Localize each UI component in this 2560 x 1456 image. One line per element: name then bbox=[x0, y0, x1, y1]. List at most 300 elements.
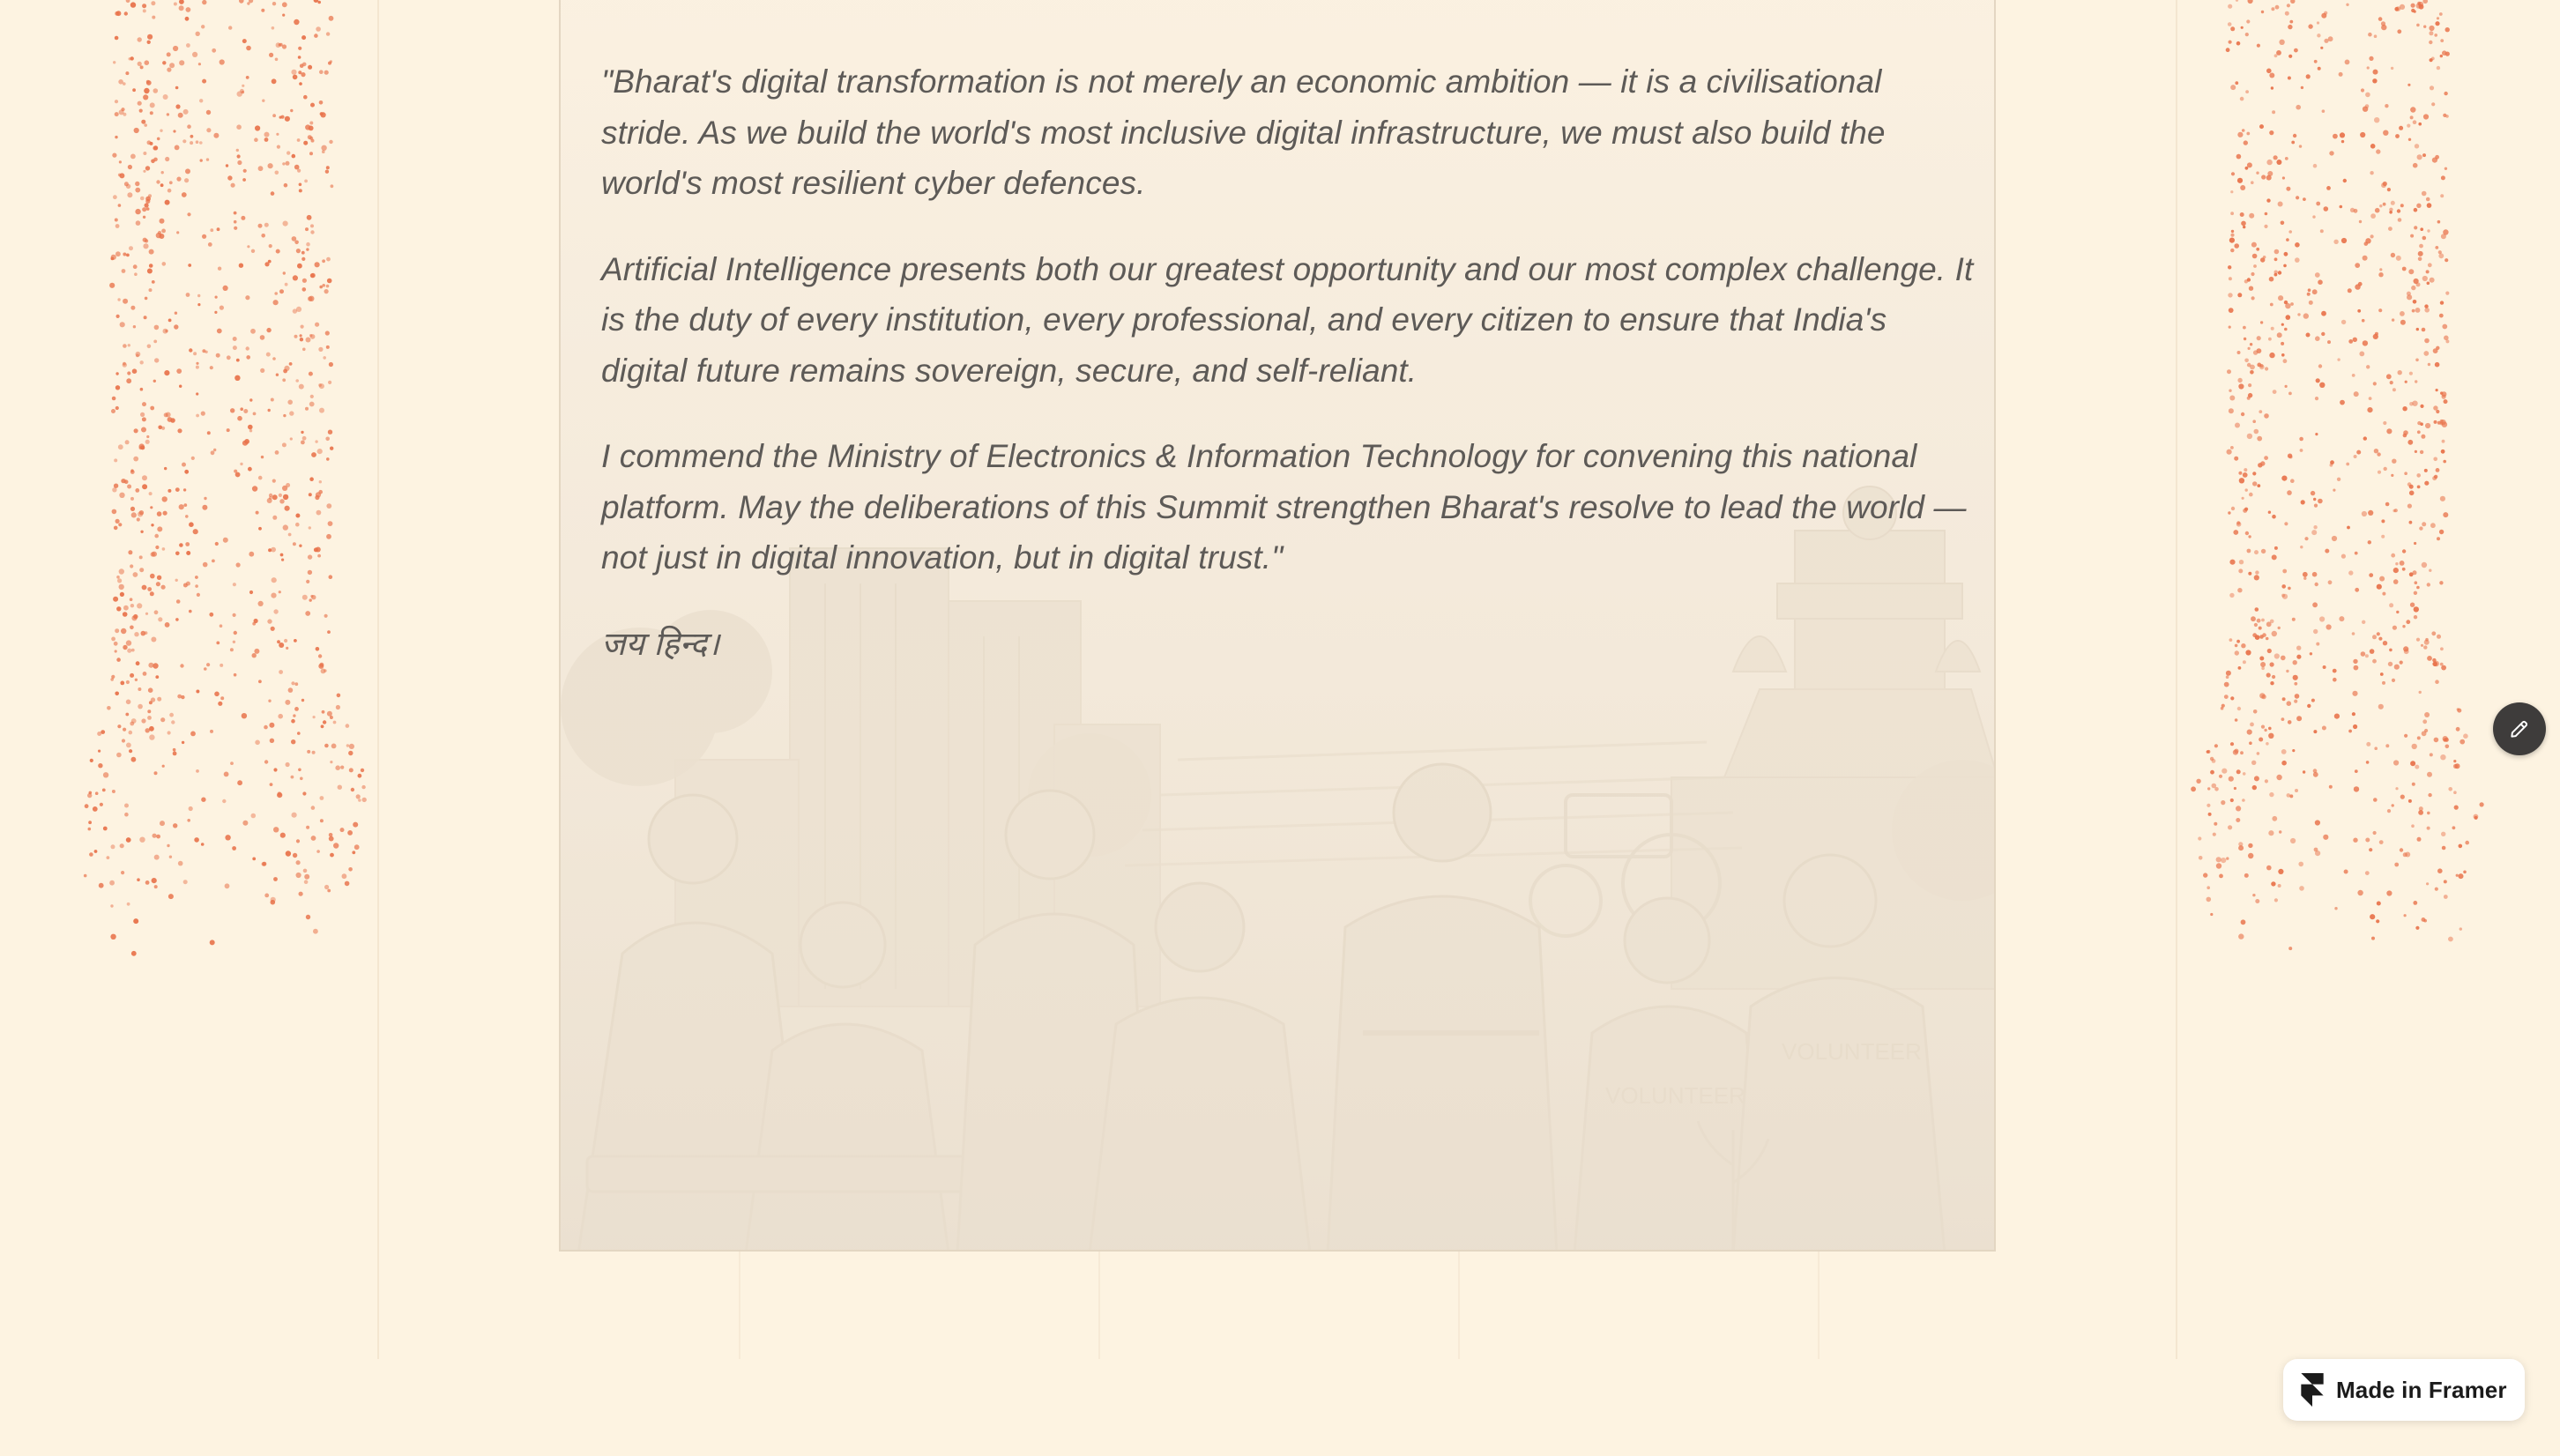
speckle-dot bbox=[234, 220, 237, 224]
speckle-dot bbox=[205, 351, 207, 353]
speckle-dot bbox=[2416, 282, 2421, 286]
speckle-dot bbox=[2410, 603, 2415, 607]
speckle-dot bbox=[2268, 727, 2272, 731]
speckle-dot bbox=[154, 771, 158, 775]
speckle-dot bbox=[2250, 343, 2252, 345]
speckle-dot bbox=[2365, 93, 2370, 98]
speckle-dot bbox=[151, 552, 155, 556]
speckle-dot bbox=[2248, 393, 2252, 397]
speckle-dot bbox=[273, 877, 278, 881]
speckle-dot bbox=[2238, 933, 2244, 939]
speckle-dot bbox=[249, 398, 252, 401]
speckle-dot bbox=[165, 622, 170, 628]
speckle-dot bbox=[176, 599, 181, 604]
speckle-dot bbox=[2354, 455, 2357, 458]
speckle-dot bbox=[169, 181, 173, 184]
speckle-dot bbox=[285, 506, 290, 511]
speckle-dot bbox=[167, 68, 171, 72]
speckle-dot bbox=[2411, 286, 2415, 290]
speckle-dot bbox=[2410, 107, 2415, 112]
speckle-dot bbox=[183, 488, 186, 491]
speckle-dot bbox=[302, 595, 308, 600]
speckle-dot bbox=[308, 65, 312, 70]
speckle-dot bbox=[168, 319, 172, 323]
speckle-dot bbox=[128, 550, 132, 554]
speckle-dot bbox=[2409, 485, 2414, 489]
speckle-dot bbox=[2313, 525, 2317, 529]
speckle-dot bbox=[137, 517, 140, 521]
speckle-dot bbox=[281, 559, 284, 561]
speckle-dot bbox=[2288, 392, 2292, 396]
speckle-dot bbox=[2322, 109, 2326, 113]
speckle-dot bbox=[188, 264, 191, 267]
speckle-dot bbox=[175, 312, 177, 315]
speckle-dot bbox=[2453, 791, 2457, 794]
speckle-dot bbox=[178, 113, 183, 118]
speckle-dot bbox=[2437, 17, 2439, 19]
speckle-dot bbox=[310, 334, 316, 339]
speckle-dot bbox=[2259, 693, 2265, 698]
speckle-dot bbox=[146, 80, 150, 84]
speckle-dot bbox=[2441, 175, 2445, 180]
speckle-dot bbox=[2303, 577, 2306, 580]
speckle-dot bbox=[282, 162, 285, 165]
speckle-dot bbox=[183, 583, 188, 588]
speckle-dot bbox=[2288, 230, 2292, 234]
speckle-dot bbox=[146, 435, 149, 438]
speckle-dot bbox=[115, 372, 118, 375]
speckle-dot bbox=[223, 286, 228, 291]
speckle-dot bbox=[243, 169, 247, 173]
speckle-dot bbox=[2430, 753, 2433, 756]
decorative-dots-right bbox=[2188, 0, 2488, 969]
speckle-dot bbox=[2425, 423, 2430, 428]
speckle-dot bbox=[2279, 40, 2284, 45]
speckle-dot bbox=[2359, 220, 2362, 223]
speckle-dot bbox=[2255, 899, 2259, 903]
speckle-dot bbox=[2265, 367, 2268, 370]
speckle-dot bbox=[2393, 579, 2399, 584]
speckle-dot bbox=[311, 595, 316, 599]
speckle-dot bbox=[142, 484, 147, 489]
speckle-dot bbox=[2418, 2, 2423, 7]
speckle-dot bbox=[309, 598, 312, 601]
speckle-dot bbox=[2392, 318, 2394, 321]
speckle-dot bbox=[277, 145, 280, 149]
speckle-dot bbox=[2315, 272, 2320, 278]
speckle-dot bbox=[2352, 691, 2357, 696]
speckle-dot bbox=[2361, 651, 2366, 657]
speckle-dot bbox=[2442, 440, 2445, 443]
speckle-dot bbox=[2251, 272, 2254, 276]
speckle-dot bbox=[2440, 496, 2445, 501]
speckle-dot bbox=[2387, 188, 2391, 191]
speckle-dot bbox=[175, 579, 178, 582]
speckle-dot bbox=[2413, 120, 2417, 124]
speckle-dot bbox=[182, 463, 186, 467]
speckle-dot bbox=[114, 484, 118, 488]
speckle-dot bbox=[301, 431, 303, 434]
speckle-dot bbox=[2459, 873, 2464, 879]
speckle-dot bbox=[268, 409, 271, 412]
speckle-dot bbox=[115, 385, 120, 390]
speckle-dot bbox=[175, 86, 179, 90]
speckle-dot bbox=[2410, 234, 2414, 238]
speckle-dot bbox=[2312, 289, 2318, 294]
speckle-dot bbox=[217, 329, 222, 334]
speckle-dot bbox=[326, 166, 330, 169]
speckle-dot bbox=[131, 951, 137, 956]
speckle-dot bbox=[282, 2, 287, 7]
speckle-dot bbox=[152, 16, 155, 19]
speckle-dot bbox=[210, 940, 215, 945]
speckle-dot bbox=[163, 329, 168, 334]
speckle-dot bbox=[2283, 264, 2287, 268]
speckle-dot bbox=[2282, 569, 2287, 574]
speckle-dot bbox=[2435, 246, 2438, 249]
speckle-dot bbox=[2415, 926, 2419, 930]
speckle-dot bbox=[2427, 583, 2430, 586]
speckle-dot bbox=[2407, 294, 2412, 300]
speckle-dot bbox=[2366, 742, 2370, 747]
speckle-dot bbox=[2370, 234, 2374, 238]
speckle-dot bbox=[2416, 328, 2419, 331]
speckle-dot bbox=[276, 374, 279, 376]
speckle-dot bbox=[220, 624, 223, 628]
speckle-dot bbox=[118, 204, 122, 207]
speckle-dot bbox=[149, 726, 154, 732]
grid-line bbox=[1818, 1252, 1820, 1359]
speckle-dot bbox=[279, 289, 284, 293]
speckle-dot bbox=[2255, 607, 2259, 612]
speckle-dot bbox=[141, 631, 146, 636]
speckle-dot bbox=[2443, 229, 2448, 234]
speckle-dot bbox=[141, 427, 146, 433]
speckle-dot bbox=[2210, 757, 2214, 761]
speckle-dot bbox=[295, 379, 299, 383]
speckle-dot bbox=[284, 183, 288, 188]
speckle-dot bbox=[2279, 830, 2281, 833]
speckle-dot bbox=[321, 669, 326, 674]
speckle-dot bbox=[2308, 24, 2312, 28]
speckle-dot bbox=[328, 521, 333, 526]
speckle-dot bbox=[2320, 47, 2323, 49]
speckle-dot bbox=[2328, 36, 2333, 41]
speckle-dot bbox=[142, 585, 147, 591]
speckle-dot bbox=[2235, 81, 2238, 85]
speckle-dot bbox=[2241, 919, 2246, 925]
speckle-dot bbox=[2341, 320, 2346, 324]
speckle-dot bbox=[2366, 761, 2370, 764]
speckle-dot bbox=[313, 716, 316, 718]
speckle-dot bbox=[251, 813, 257, 819]
speckle-dot bbox=[2248, 843, 2252, 848]
speckle-dot bbox=[313, 929, 318, 934]
speckle-dot bbox=[284, 639, 287, 643]
speckle-dot bbox=[2288, 720, 2292, 724]
speckle-dot bbox=[2319, 616, 2325, 621]
speckle-dot bbox=[2259, 365, 2265, 370]
speckle-dot bbox=[279, 499, 284, 503]
speckle-dot bbox=[220, 664, 223, 667]
speckle-dot bbox=[306, 826, 309, 829]
speckle-dot bbox=[335, 765, 340, 770]
speckle-dot bbox=[2244, 508, 2248, 511]
speckle-dot bbox=[2247, 730, 2252, 735]
speckle-dot bbox=[2321, 332, 2325, 336]
speckle-dot bbox=[237, 91, 242, 96]
speckle-dot bbox=[2393, 509, 2395, 512]
speckle-dot bbox=[2395, 562, 2398, 565]
speckle-dot bbox=[133, 325, 136, 328]
made-in-framer-badge[interactable] bbox=[2283, 1359, 2525, 1421]
speckle-dot bbox=[2383, 641, 2387, 645]
speckle-dot bbox=[307, 215, 312, 220]
edit-button[interactable] bbox=[2493, 702, 2546, 755]
speckle-dot bbox=[296, 839, 300, 843]
speckle-dot bbox=[268, 548, 272, 552]
decorative-dots-left bbox=[72, 0, 372, 969]
speckle-dot bbox=[216, 642, 220, 645]
speckle-dot bbox=[285, 700, 290, 705]
speckle-dot bbox=[2415, 144, 2419, 148]
speckle-dot bbox=[124, 11, 128, 15]
speckle-dot bbox=[2398, 218, 2402, 222]
speckle-dot bbox=[2254, 623, 2258, 627]
speckle-dot bbox=[2419, 806, 2423, 811]
speckle-dot bbox=[300, 63, 304, 68]
speckle-dot bbox=[136, 354, 139, 358]
speckle-dot bbox=[2417, 736, 2421, 739]
speckle-dot bbox=[112, 153, 116, 158]
speckle-dot bbox=[2430, 278, 2435, 283]
speckle-dot bbox=[2365, 654, 2369, 657]
speckle-dot bbox=[2272, 631, 2277, 636]
speckle-dot bbox=[2445, 258, 2448, 262]
speckle-dot bbox=[138, 37, 142, 41]
speckle-dot bbox=[175, 104, 180, 108]
speckle-dot bbox=[329, 575, 333, 579]
speckle-dot bbox=[150, 142, 153, 145]
speckle-dot bbox=[321, 112, 326, 117]
speckle-dot bbox=[239, 0, 244, 4]
speckle-dot bbox=[199, 99, 203, 102]
speckle-dot bbox=[246, 346, 249, 350]
speckle-dot bbox=[2243, 326, 2246, 330]
speckle-dot bbox=[2414, 226, 2417, 229]
speckle-dot bbox=[232, 846, 236, 851]
speckle-dot bbox=[182, 139, 186, 143]
speckle-dot bbox=[146, 207, 150, 211]
speckle-dot bbox=[2441, 449, 2445, 454]
speckle-dot bbox=[2427, 203, 2432, 208]
speckle-dot bbox=[340, 766, 344, 769]
speckle-dot bbox=[306, 915, 310, 919]
speckle-dot bbox=[2292, 618, 2296, 621]
speckle-dot bbox=[135, 679, 138, 681]
speckle-dot bbox=[255, 125, 260, 130]
speckle-dot bbox=[2415, 450, 2417, 453]
speckle-dot bbox=[296, 873, 301, 878]
speckle-dot bbox=[321, 724, 324, 728]
speckle-dot bbox=[234, 673, 237, 677]
speckle-dot bbox=[306, 248, 309, 250]
speckle-dot bbox=[2417, 486, 2421, 489]
speckle-dot bbox=[311, 806, 316, 810]
speckle-dot bbox=[2372, 635, 2377, 639]
speckle-dot bbox=[129, 246, 133, 250]
speckle-dot bbox=[114, 642, 118, 646]
speckle-dot bbox=[326, 534, 331, 539]
speckle-dot bbox=[215, 542, 219, 546]
speckle-dot bbox=[2437, 537, 2440, 540]
speckle-dot bbox=[2303, 313, 2309, 318]
speckle-dot bbox=[2389, 603, 2393, 607]
speckle-dot bbox=[295, 523, 300, 527]
speckle-dot bbox=[2241, 412, 2244, 416]
speckle-dot bbox=[130, 470, 135, 474]
speckle-dot bbox=[2257, 336, 2261, 340]
speckle-dot bbox=[2311, 491, 2315, 495]
speckle-dot bbox=[317, 554, 321, 558]
speckle-dot bbox=[255, 740, 260, 746]
speckle-dot bbox=[2266, 742, 2269, 746]
speckle-dot bbox=[308, 570, 312, 575]
speckle-dot bbox=[2250, 723, 2254, 727]
speckle-dot bbox=[271, 627, 275, 631]
speckle-dot bbox=[2236, 769, 2241, 774]
speckle-dot bbox=[291, 681, 294, 685]
speckle-dot bbox=[300, 334, 302, 337]
speckle-dot bbox=[283, 271, 286, 274]
speckle-dot bbox=[2380, 672, 2384, 676]
speckle-dot bbox=[352, 851, 355, 854]
speckle-dot bbox=[2324, 39, 2328, 43]
speckle-dot bbox=[123, 645, 127, 650]
speckle-dot bbox=[167, 731, 171, 734]
speckle-dot bbox=[311, 139, 315, 143]
speckle-dot bbox=[123, 253, 126, 256]
speckle-dot bbox=[143, 216, 145, 219]
speckle-dot bbox=[150, 506, 153, 509]
speckle-dot bbox=[158, 617, 162, 621]
speckle-dot bbox=[258, 527, 262, 531]
speckle-dot bbox=[271, 897, 276, 903]
speckle-dot bbox=[291, 776, 294, 779]
speckle-dot bbox=[297, 264, 302, 269]
speckle-dot bbox=[2392, 679, 2395, 682]
speckle-dot bbox=[314, 33, 318, 38]
speckle-dot bbox=[269, 494, 272, 497]
speckle-dot bbox=[2399, 126, 2403, 130]
speckle-dot bbox=[2239, 478, 2244, 483]
speckle-dot bbox=[2346, 4, 2348, 6]
speckle-dot bbox=[287, 400, 293, 405]
speckle-dot bbox=[2315, 397, 2318, 400]
speckle-dot bbox=[315, 440, 317, 442]
speckle-dot bbox=[2402, 625, 2405, 628]
speckle-dot bbox=[2321, 311, 2326, 316]
speckle-dot bbox=[2244, 140, 2248, 145]
speckle-dot bbox=[2237, 178, 2243, 183]
speckle-dot bbox=[222, 799, 226, 803]
speckle-dot bbox=[2191, 786, 2196, 791]
speckle-dot bbox=[126, 700, 131, 705]
speckle-dot bbox=[211, 450, 215, 455]
speckle-dot bbox=[293, 308, 297, 313]
speckle-dot bbox=[2266, 69, 2272, 74]
speckle-dot bbox=[285, 116, 290, 122]
speckle-dot bbox=[258, 601, 264, 606]
speckle-dot bbox=[186, 551, 190, 555]
speckle-dot bbox=[2407, 504, 2412, 509]
speckle-dot bbox=[121, 628, 126, 634]
speckle-dot bbox=[237, 160, 242, 165]
speckle-dot bbox=[2408, 138, 2411, 141]
speckle-dot bbox=[326, 457, 330, 461]
speckle-dot bbox=[2365, 238, 2370, 243]
speckle-dot bbox=[2389, 649, 2393, 652]
speckle-dot bbox=[2414, 542, 2416, 545]
speckle-dot bbox=[279, 43, 283, 47]
grid-line bbox=[377, 0, 379, 1359]
speckle-dot bbox=[297, 138, 301, 142]
speckle-dot bbox=[179, 504, 184, 509]
speckle-dot bbox=[289, 362, 293, 366]
speckle-dot bbox=[2275, 5, 2280, 10]
speckle-dot bbox=[2357, 309, 2361, 313]
speckle-dot bbox=[120, 681, 124, 686]
speckle-dot bbox=[279, 591, 281, 593]
speckle-dot bbox=[155, 675, 159, 679]
speckle-dot bbox=[293, 75, 298, 80]
speckle-dot bbox=[287, 151, 290, 154]
speckle-dot bbox=[2457, 708, 2460, 710]
speckle-dot bbox=[2417, 430, 2421, 434]
speckle-dot bbox=[264, 760, 268, 763]
speckle-dot bbox=[2236, 640, 2240, 643]
speckle-dot bbox=[167, 417, 173, 422]
speckle-dot bbox=[2375, 332, 2378, 336]
speckle-dot bbox=[2441, 234, 2446, 239]
speckle-dot bbox=[2251, 616, 2256, 621]
speckle-dot bbox=[286, 161, 290, 166]
speckle-dot bbox=[298, 769, 301, 772]
speckle-dot bbox=[183, 880, 188, 884]
speckle-dot bbox=[253, 412, 257, 416]
speckle-dot bbox=[2238, 666, 2242, 670]
speckle-dot bbox=[2354, 209, 2358, 213]
speckle-dot bbox=[2369, 573, 2373, 577]
speckle-dot bbox=[127, 371, 130, 375]
speckle-dot bbox=[2229, 638, 2233, 642]
speckle-dot bbox=[143, 243, 148, 249]
speckle-dot bbox=[309, 477, 314, 481]
speckle-dot bbox=[128, 344, 130, 346]
speckle-dot bbox=[2393, 388, 2396, 391]
speckle-dot bbox=[112, 509, 117, 515]
speckle-dot bbox=[310, 273, 315, 278]
speckle-dot bbox=[2376, 149, 2380, 153]
speckle-dot bbox=[310, 230, 314, 234]
speckle-dot bbox=[2226, 675, 2229, 679]
speckle-dot bbox=[305, 124, 310, 130]
speckle-dot bbox=[2266, 637, 2269, 641]
speckle-dot bbox=[176, 368, 182, 374]
speckle-dot bbox=[2368, 33, 2372, 37]
speckle-dot bbox=[2259, 635, 2264, 639]
speckle-dot bbox=[225, 883, 230, 888]
